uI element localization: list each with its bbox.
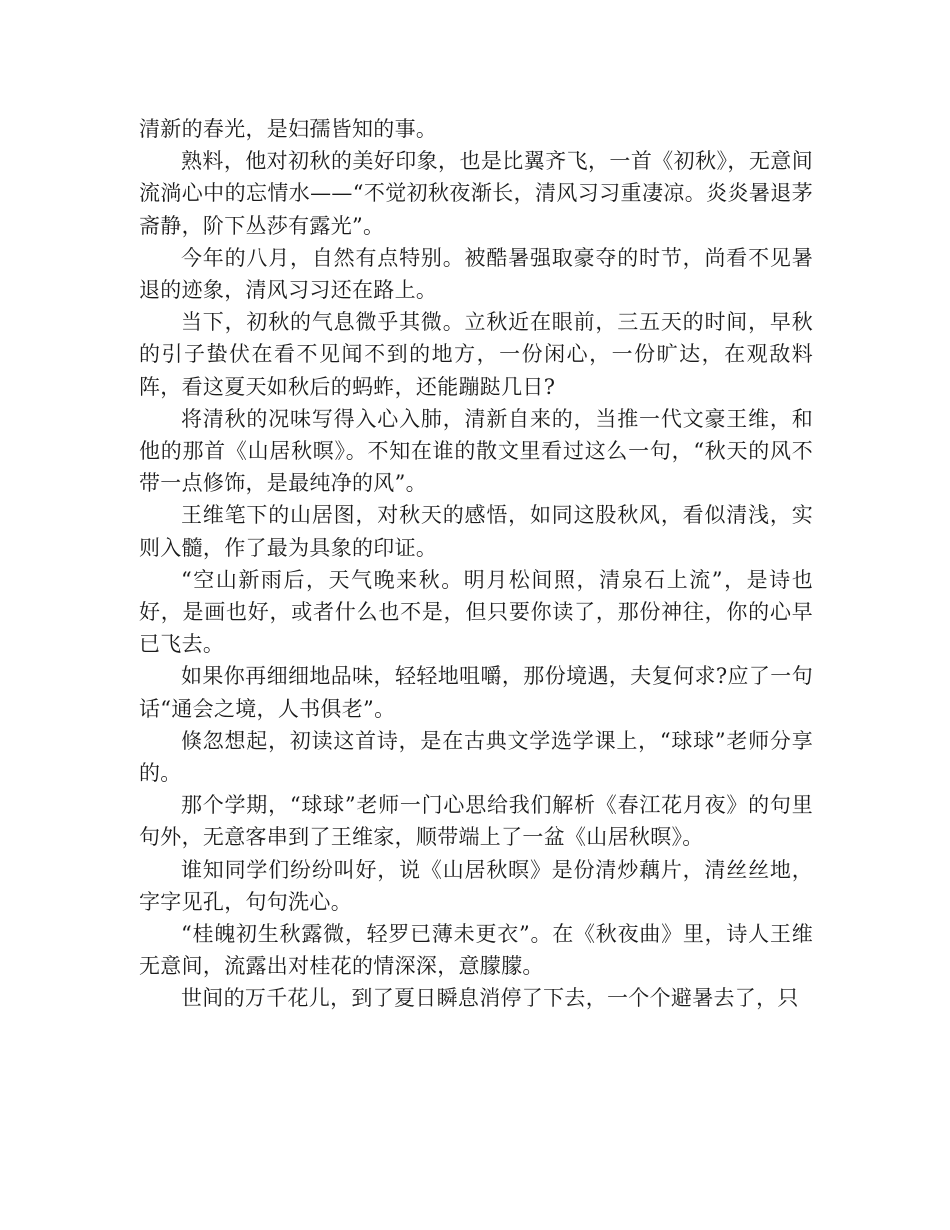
- paragraph: 谁知同学们纷纷叫好，说《山居秋暝》是份清炒藕片，清丝丝地，字字见孔，句句洗心。: [139, 857, 813, 914]
- article-body: [139, 113, 813, 1015]
- paragraph: 倏忽想起，初读这首诗，是在古典文学选学课上，“球球”老师分享的。: [139, 728, 813, 786]
- paragraph: 当下，初秋的气息微乎其微。立秋近在眼前，三五天的时间，早秋的引子蛰伏在看不见闻不到的地方，一份闲心，一份旷达，在观敌料阵，看这夏天如秋后的蚂蚱，还能蹦跶几日?: [139, 310, 813, 399]
- paragraph: 清新的春光，是妇孺皆知的事。: [139, 117, 438, 141]
- paragraph: “桂魄初生秋露微，轻罗已薄未更衣”。在《秋夜曲》里，诗人王维无意间，流露出对桂花的情深深，意朦朦。: [139, 922, 813, 979]
- paragraph: 如果你再细细地品味，轻轻地咀嚼，那份境遇，夫复何求?应了一句话“通会之境，人书俱老”。: [139, 664, 813, 721]
- paragraph: 将清秋的况味写得入心入肺，清新自来的，当推一代文豪王维，和他的那首《山居秋暝》。不知在谁的散文里看过这么一句，“秋天的风不带一点修饰，是最纯净的风”。: [139, 406, 813, 496]
- paragraph: 那个学期，“球球”老师一门心思给我们解析《春江花月夜》的句里句外，无意客串到了王维家，顺带端上了一盆《山居秋暝》。: [139, 793, 813, 850]
- paragraph: 熟料，他对初秋的美好印象，也是比翼齐飞，一首《初秋》，无意间流淌心中的忘情水——“不觉初秋夜渐长，清风习习重凄凉。炎炎暑退茅斋静，阶下丛莎有露光”。: [139, 149, 813, 238]
- paragraph: 世间的万千花儿，到了夏日瞬息消停了下去，一个个避暑去了，只: [181, 986, 799, 1011]
- paragraph: “空山新雨后，天气晚来秋。明月松间照，清泉石上流”，是诗也好，是画也好，或者什么也不是，但只要你读了，那份神往，你的心早已飞去。: [139, 567, 813, 657]
- paragraph: 王维笔下的山居图，对秋天的感悟，如同这股秋风，看似清浅，实则入髓，作了最为具象的印证。: [139, 503, 813, 560]
- paragraph: 今年的八月，自然有点特别。被酷暑强取豪夺的时节，尚看不见暑退的迹象，清风习习还在路上。: [139, 245, 813, 303]
